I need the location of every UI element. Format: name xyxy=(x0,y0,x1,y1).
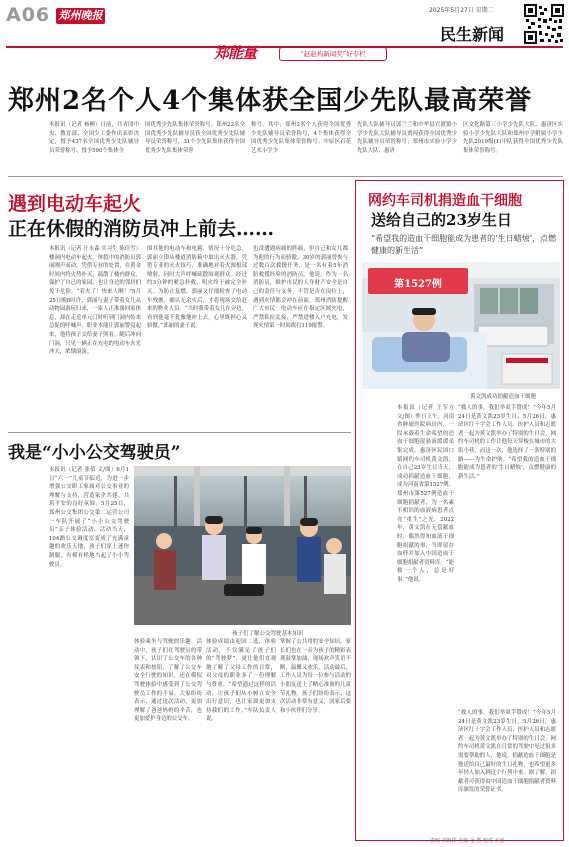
column-slogan: “赵赵构新闻奖”好专栏 xyxy=(300,50,366,58)
story3-column-2: 体验乘坐与驾驶的乐趣。活动中，孩子们在驾驶员的带领下，认识了公交车的各种仪表和按钮，了解了公交车安全行驶的知识，还在模拟驾驶体验中感受到了公交驾驶员工作的不易。大家纷纷表示，通过这次活动，更加理解了爸爸妈妈的辛苦，也更加爱护身边的公交车。 xyxy=(134,639,202,723)
story1-headline: 郑州2名个人4个集体获全国少先队最高荣誉 xyxy=(8,86,533,116)
story4-headline-line2: 送给自己的23岁生日 xyxy=(371,211,512,229)
editor-line: 责编 刘海洋 美编 金 然 校对 王丽 xyxy=(430,838,505,844)
paper-logo xyxy=(56,8,105,24)
story1-column-4: 先队大队辅导员郭兰兰和中牟县官渡镇小学少先队大队辅导员贾闯获得全国优秀少先队辅导员荣誉称号；郑州市实验小学少先队大队、惠济 xyxy=(357,122,457,154)
story1-column-1: 本报讯（记者 杨柳）日前，共青团中央、教育部、全国少工委作出表彰决定，授予437名全国优秀少先队辅导员荣誉称号、授予590个集体全 xyxy=(49,122,139,154)
qr-code-icon[interactable] xyxy=(524,4,564,44)
bus-photo xyxy=(134,466,351,625)
donation-photo xyxy=(362,262,560,389)
issue-date: 2025年5月27日 星期二 xyxy=(429,7,494,14)
story2-column-3: 也没遭遇病痛的阵痛，但自己和女儿都为他的行为而骄傲。30岁的郭丽曾参与过数百次救援任务，是一名有着5年消防救援经验的消防员。他说，作为一名消防员，维护市民的人身财产安全是自己的责任与义务，不管是否在岗位上，遇到火情都会冲在前面。郑州消防提醒广大市民：电动车应在指定区域充电，严禁私拉乱接，严禁进楼入户充电，发现火情第一时间拨打119报警。 xyxy=(253,246,348,330)
story4-subheadline: “希望我的造血干细胞能成为患者的‘生日蜡烛’，点燃健康的新生活” xyxy=(371,234,557,255)
column-slogan-box xyxy=(279,47,387,61)
story4-column-3: “救人的事，我们举双手赞成！”今年5月24日是黄文凯23岁生日。5月26日，惠济区红十字会工作人员、医护人员和志愿者一起为黄文凯举办了特别的生日会。网约车司机黄文凯在日常的驾驶中见过很多需要帮助的人，他说，捐献造血干细胞是他送给自己最好的生日礼物，也希望更多年轻人加入到这个行列中来。据了解，捐献者可获得由中国造血干细胞捐献者资料库颁发的荣誉证书。 xyxy=(458,710,556,794)
column-logo-text: 郑能量 xyxy=(214,44,257,62)
story3-column-3: 体验成绩由迎国二选，体验活动，不仅满足了孩子们的“驾驶梦”，更让他们直观地了解了父母工作的日常，对父母的职业多了一份理解与尊重。“希望通过这样的活动，让孩子们从小树立安全出行意识，也让家属更加支持我们的工作。”车队负责人说。 xyxy=(206,639,276,723)
column-logo xyxy=(214,42,276,62)
donation-banner-text: 第1527例 xyxy=(394,279,442,290)
story4-column-2: “救人的事，我们举双手赞成！”今年5月24日是黄文凯23岁生日。5月26日，惠济区红十字会工作人员、医护人员和志愿者一起为黄文凯举办了特别的生日会。网约车司机的工作让他每天穿梭在城市的大街小巷，而这一次，他选择了一条特别的路——为生命护航。“希望我的造血干细胞能成为患者的‘生日蜡烛’，点燃健康的新生活。” xyxy=(458,405,556,480)
donation-photo-caption: 黄文凯成功捐献造血干细胞 xyxy=(470,394,537,400)
story2-headline-line2: 正在休假的消防员冲上前去…… xyxy=(8,218,275,240)
story2-column-2: 围其他的电动车和电箱，情况十分危急。郭丽立即从楼道消防箱中取出灭火器，凭借专业的灭火技巧，准确地对着火源根部喷射，同时大声呼喊疏散围观群众。经过约3分钟的紧急扑救，明火终于被完全扑灭。为防止复燃，郭丽又仔细检查了电动车残骸，确认无余火后，才将现场交给赶来的物业人员。“当时我带着女儿在旁边，看到他毫不犹豫地冲上去，心里既担心又骄傲。”郭丽的妻子说。 xyxy=(147,246,247,330)
divider xyxy=(8,432,351,433)
divider xyxy=(8,176,563,177)
story4-column-1: 本报讯（记者 王军方 文/图）昨日上午，河南省肿瘤医院病房内，一段承载着生命希望的造血干细胞混悬液缓缓采集完成。惠济区民国口镇网约车司机黄文凯，在自己23岁生日当天，成功捐献造血干细胞，成为河南省第1527例、郑州市第527例造血干细胞捐献者，为一名素不相识的血液病患者点亮“重生”之光。2022年，黄文凯在无偿献血时，偶然得知血液干细胞捐献的事，当即留存血样并加入中国造血干细胞捐献者资料库。“能救一个人，总是好事。”他说。 xyxy=(397,405,454,583)
story4-headline-line1: 网约车司机捐造血干细胞 xyxy=(368,193,522,209)
story3-column-1: 本报讯（记者 张倩 文/图）6月1日“六一”儿童节临近，为进一步增强公交职工家属对公交事业的理解与支持，营造家企共建、共筑平安的良好氛围，5月25日，郑州公交集团公交第二运营公司一车队开展了“小小公交驾驶员”亲子体验活动。活动当天，104路公交调度室变成了充满童趣的欢乐天地，孩子们穿上迷你制服，有模有样地当起了小小驾驶员。 xyxy=(49,467,129,568)
story1-column-2: 国优秀少先队集体荣誉称号。郑州22名全国优秀少先队辅导员获全国优秀少先队辅导员荣誉称号，31个少先队集体获得全国优秀少先队集体荣誉 xyxy=(145,122,245,154)
page-number: A06 xyxy=(6,4,51,26)
story2-column-1: 本报讯（记者 汪永森 实习生 陈佳雪）楼洞内电动车起火，休假中的消防员郭丽刚声而动，凭借专业的处置，在黄金时间内将火势扑灭，疏散了楼内群众，保护了自己的家园，也让身边的邻居们免于危险。“着火了！快来人啊！”5月25日晚8时许，郭丽与妻子带着女儿从动物园游玩归来，一家人正准备回家休息，却在走近单元门时听到门洞内传来急促的呼喊声。职业本能让郭丽警觉起来，他将孩子交给妻子照看，随后冲向门洞，只见一辆正在充电的电动车火光冲天，浓烟滚滚。 xyxy=(49,246,141,356)
story2-headline-line1: 遇到电动车起火 xyxy=(8,193,142,215)
story3-headline: 我是“小小公交驾驶员” xyxy=(8,443,181,463)
story1-column-5: 区文化路第三小学少先队大队、惠济区实验小学少先队大队和郑州中学附属小学少先队2019级(1)中队获得全国优秀少先队集体荣誉称号。 xyxy=(463,122,563,154)
bus-photo-caption: 孩子们了解公交驾驶基本知识 xyxy=(232,631,304,637)
paper-name: 郑州晚报 xyxy=(58,9,103,22)
story3-column-4: 掌握了公共用的安全知识，家长们也在一旁为孩子的精彩表现鼓掌加油，现场欢声笑语不断，温馨又欢乐。活动最后，工作人员为每一位参与活动的小朋友送上了精心准备的儿童节礼物。孩子们纷纷表示，这次活动非常有意义，回家后要和小伙伴们分享。 xyxy=(280,639,351,714)
story1-column-3: 称号。其中，郑州2名个人获得全国优秀少先队辅导员荣誉称号，4个集体获得全国优秀少先队集体荣誉称号。中原区百花艺术小学少 xyxy=(251,122,351,154)
section-title: 民生新闻 xyxy=(440,25,505,44)
